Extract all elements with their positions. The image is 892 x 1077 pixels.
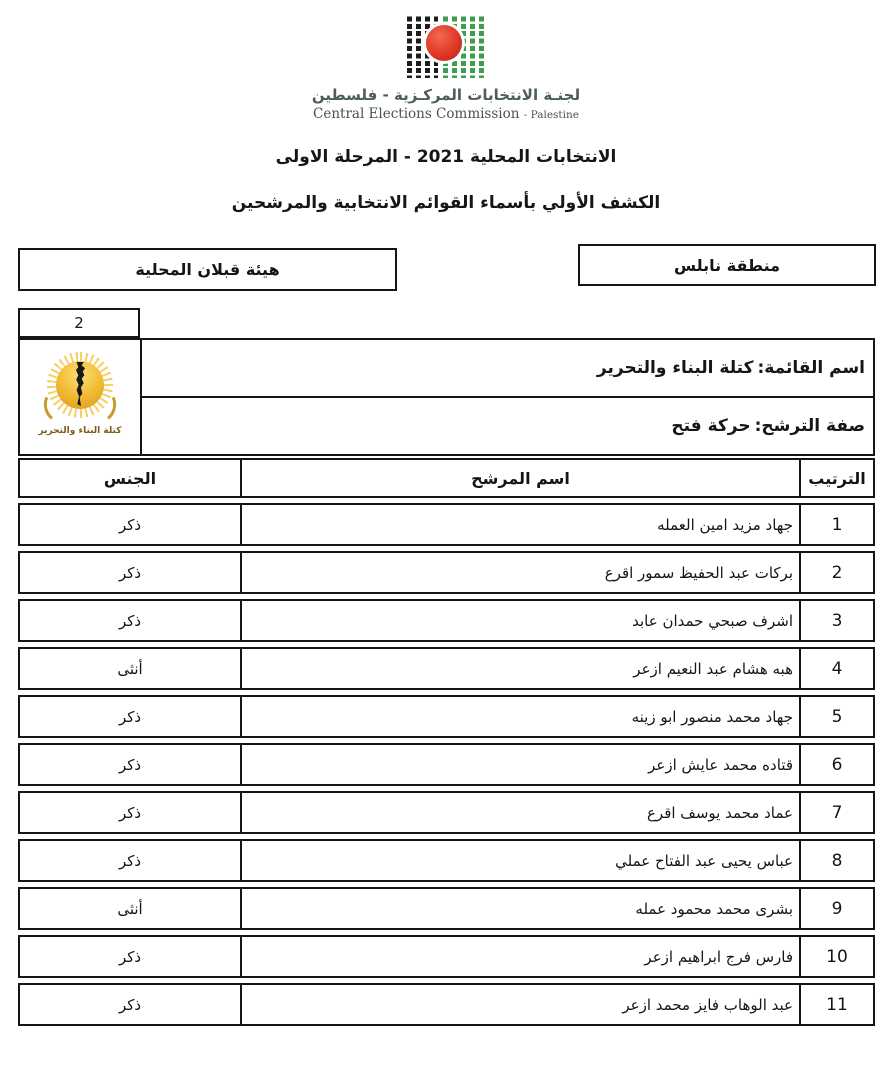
candidates-table-wrap: [18, 453, 875, 1031]
header-name: اسم المرشح: [240, 458, 799, 498]
cec-emblem-icon: [407, 14, 485, 78]
region-box: منطقة نابلس: [578, 244, 876, 286]
candidate-name: عبد الوهاب فايز محمد ازعر: [240, 983, 799, 1026]
table-row: [18, 935, 875, 978]
candidate-name: بشرى محمد محمود عمله: [240, 887, 799, 930]
cec-name-english-main: Central Elections Commission: [313, 106, 520, 122]
list-name-label: اسم القائمة:: [757, 358, 865, 378]
candidate-name: هبه هشام عبد النعيم ازعر: [240, 647, 799, 690]
party-logo: [28, 358, 132, 436]
party-emblem-icon: [42, 358, 118, 424]
candidate-gender: ذكر: [18, 599, 240, 642]
candidate-gender: أنثى: [18, 887, 240, 930]
table-row: [18, 839, 875, 882]
candidate-order: 7: [799, 791, 875, 834]
table-row: [18, 695, 875, 738]
candidate-name: جهاد مزيد امين العمله: [240, 503, 799, 546]
candidate-order: 9: [799, 887, 875, 930]
candidate-name: عماد محمد يوسف اقرع: [240, 791, 799, 834]
candidates-table: [18, 453, 875, 1031]
table-row: [18, 599, 875, 642]
table-row: [18, 551, 875, 594]
candidacy-type-row: [142, 398, 873, 454]
candidate-order: 6: [799, 743, 875, 786]
cec-name-arabic: لجنـة الانتخابات المركـزية - فلسطين: [311, 86, 581, 104]
candidate-gender: ذكر: [18, 551, 240, 594]
list-info-rows: [142, 340, 873, 454]
candidate-name: جهاد محمد منصور ابو زينه: [240, 695, 799, 738]
cec-name-english: [296, 106, 596, 122]
party-emblem-cell: [20, 340, 142, 454]
candidate-name: عباس يحيى عبد الفتاح عملي: [240, 839, 799, 882]
table-row: [18, 503, 875, 546]
list-name-value: كتلة البناء والتحرير: [596, 358, 754, 378]
candidate-order: 1: [799, 503, 875, 546]
candidate-order: 11: [799, 983, 875, 1026]
candidate-gender: أنثى: [18, 647, 240, 690]
candidate-gender: ذكر: [18, 791, 240, 834]
candidate-name: فارس فرج ابراهيم ازعر: [240, 935, 799, 978]
candidate-gender: ذكر: [18, 935, 240, 978]
cec-name-english-suffix: - Palestine: [523, 109, 579, 121]
candidate-order: 8: [799, 839, 875, 882]
table-row: [18, 791, 875, 834]
candidate-gender: ذكر: [18, 743, 240, 786]
candidate-order: 4: [799, 647, 875, 690]
candidate-order: 5: [799, 695, 875, 738]
document-title-line1: الانتخابات المحلية 2021 - المرحلة الاولى: [275, 147, 617, 167]
header-gender: الجنس: [18, 458, 240, 498]
local-authority-box: هيئة قبلان المحلية: [18, 248, 397, 291]
table-header-row: [18, 458, 875, 498]
candidate-gender: ذكر: [18, 839, 240, 882]
table-row: [18, 743, 875, 786]
table-row: [18, 647, 875, 690]
candidate-name: اشرف صبحي حمدان عابد: [240, 599, 799, 642]
candidate-gender: ذكر: [18, 983, 240, 1026]
candidacy-type-label: صفة الترشح:: [754, 416, 865, 436]
candidate-order: 10: [799, 935, 875, 978]
list-number-box: 2: [18, 308, 140, 338]
table-row: [18, 887, 875, 930]
candidate-order: 2: [799, 551, 875, 594]
list-info-box: [18, 338, 875, 456]
cec-red-circle-icon: [426, 25, 462, 61]
candidate-name: بركات عبد الحفيظ سمور اقرع: [240, 551, 799, 594]
table-row: [18, 983, 875, 1026]
document-title-line2: الكشف الأولي بأسماء القوائم الانتخابية والمرشحين: [231, 193, 661, 213]
header-order: الترتيب: [799, 458, 875, 498]
list-name-row: [142, 340, 873, 398]
candidate-gender: ذكر: [18, 695, 240, 738]
candidate-gender: ذكر: [18, 503, 240, 546]
candidacy-type-value: حركة فتح: [671, 416, 751, 436]
candidate-order: 3: [799, 599, 875, 642]
candidate-name: قتاده محمد عايش ازعر: [240, 743, 799, 786]
cec-logo: [296, 14, 596, 122]
party-logo-text: كتلة البناء والتحرير: [38, 426, 122, 436]
